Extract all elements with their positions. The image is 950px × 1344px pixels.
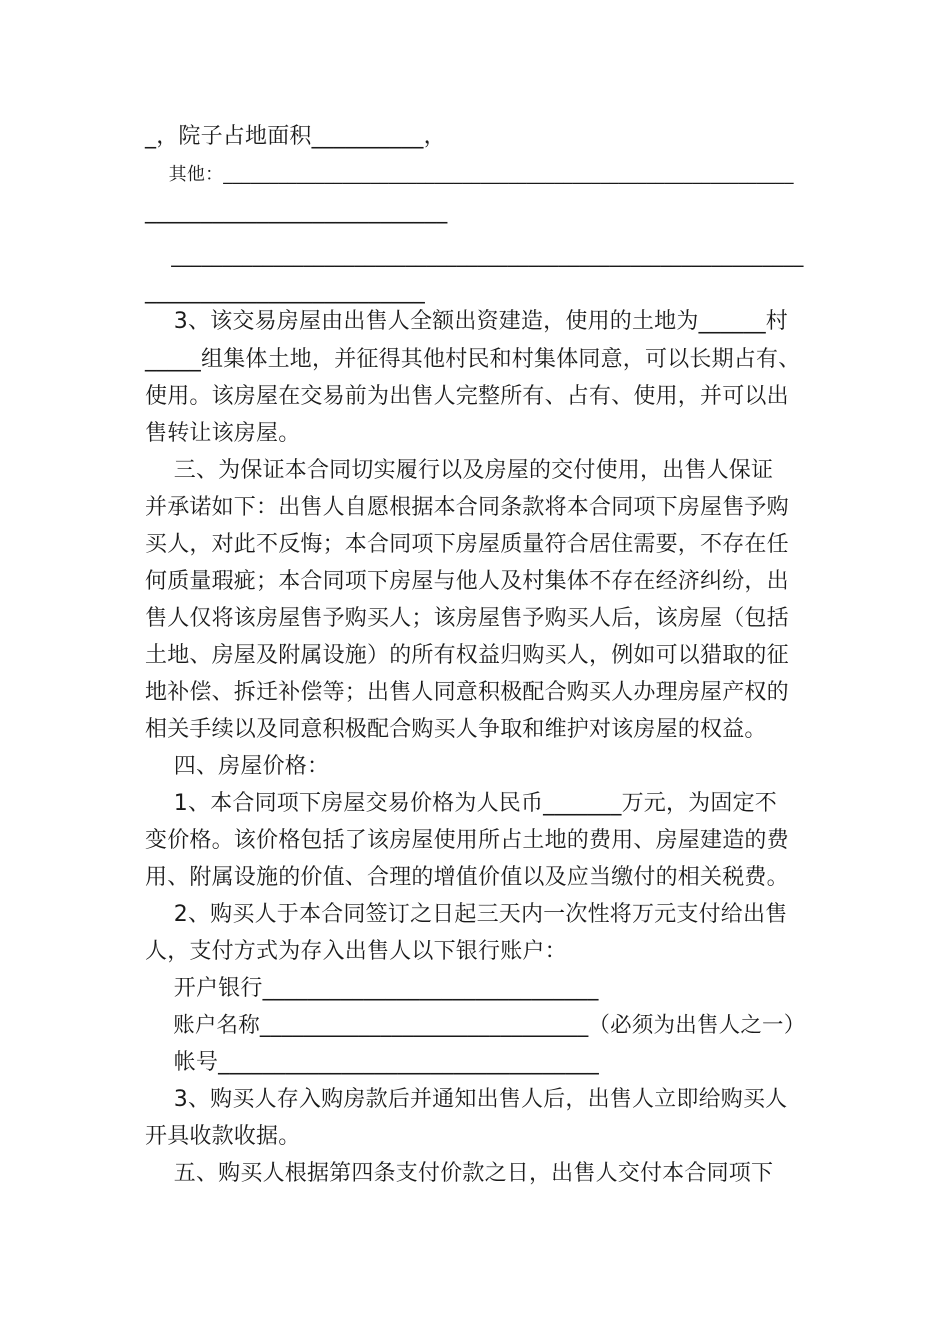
text-line-8: 使用。该房屋在交易前为出售人完整所有、占有、使用，并可以出 xyxy=(145,384,789,409)
text-line-22: 2、购买人于本合同签订之日起三天内一次性将万元支付给出售 xyxy=(145,902,788,927)
text-line-29: 五、购买人根据第四条支付价款之日，出售人交付本合同项下 xyxy=(145,1161,774,1186)
text-line-2: 其他：______________________________________________________________ xyxy=(145,164,794,185)
text-line-27: 3、购买人存入购房款后并通知出售人后，出售人立即给购买人 xyxy=(145,1087,788,1112)
text-line-20: 变价格。该价格包括了该房屋使用所占土地的费用、房屋建造的费 xyxy=(145,828,789,853)
text-line-15: 土地、房屋及附属设施）的所有权益归购买人，例如可以猎取的征 xyxy=(145,643,789,668)
text-line-16: 地补偿、拆迁补偿等；出售人同意积极配合购买人办理房屋产权的 xyxy=(145,680,789,705)
text-line-17: 相关手续以及同意积极配合购买人争取和维护对该房屋的权益。 xyxy=(145,717,767,742)
text-line-1: _，院子占地面积__________， xyxy=(145,124,446,149)
text-line-26: 帐号__________________________________ xyxy=(145,1050,599,1075)
text-line-4: ______________________________________________________________ xyxy=(145,243,804,267)
text-line-9: 售转让该房屋。 xyxy=(145,421,301,446)
text-line-28: 开具收款收据。 xyxy=(145,1124,301,1149)
text-line-7: _____组集体土地，并征得其他村民和村集体同意，可以长期占有、 xyxy=(145,347,801,372)
text-line-19: 1、本合同项下房屋交易价格为人民币_______万元，为固定不 xyxy=(145,791,777,816)
text-line-6: 3、该交易房屋由出售人全额出资建造，使用的土地为______村 xyxy=(145,309,788,334)
text-line-23: 人，支付方式为存入出售人以下银行账户： xyxy=(145,939,567,964)
text-line-13: 何质量瑕疵；本合同项下房屋与他人及村集体不存在经济纠纷，出 xyxy=(145,569,789,594)
text-line-24: 开户银行______________________________ xyxy=(145,976,599,1001)
text-line-11: 并承诺如下：出售人自愿根据本合同条款将本合同项下房屋售予购 xyxy=(145,495,789,520)
text-line-25: 账户名称______________________________（必须为出售人之一） xyxy=(145,1013,806,1038)
text-line-3: ___________________________ xyxy=(145,199,448,224)
text-line-18: 四、房屋价格： xyxy=(145,754,330,779)
text-line-5: _________________________ xyxy=(145,279,425,304)
text-line-21: 用、附属设施的价值、合理的增值价值以及应当缴付的相关税费。 xyxy=(145,865,789,890)
text-line-10: 三、为保证本合同切实履行以及房屋的交付使用，出售人保证 xyxy=(145,458,774,483)
text-line-12: 买人，对此不反悔；本合同项下房屋质量符合居住需要，不存在任 xyxy=(145,532,789,557)
text-line-14: 售人仅将该房屋售予购买人；该房屋售予购买人后，该房屋（包括 xyxy=(145,606,789,631)
